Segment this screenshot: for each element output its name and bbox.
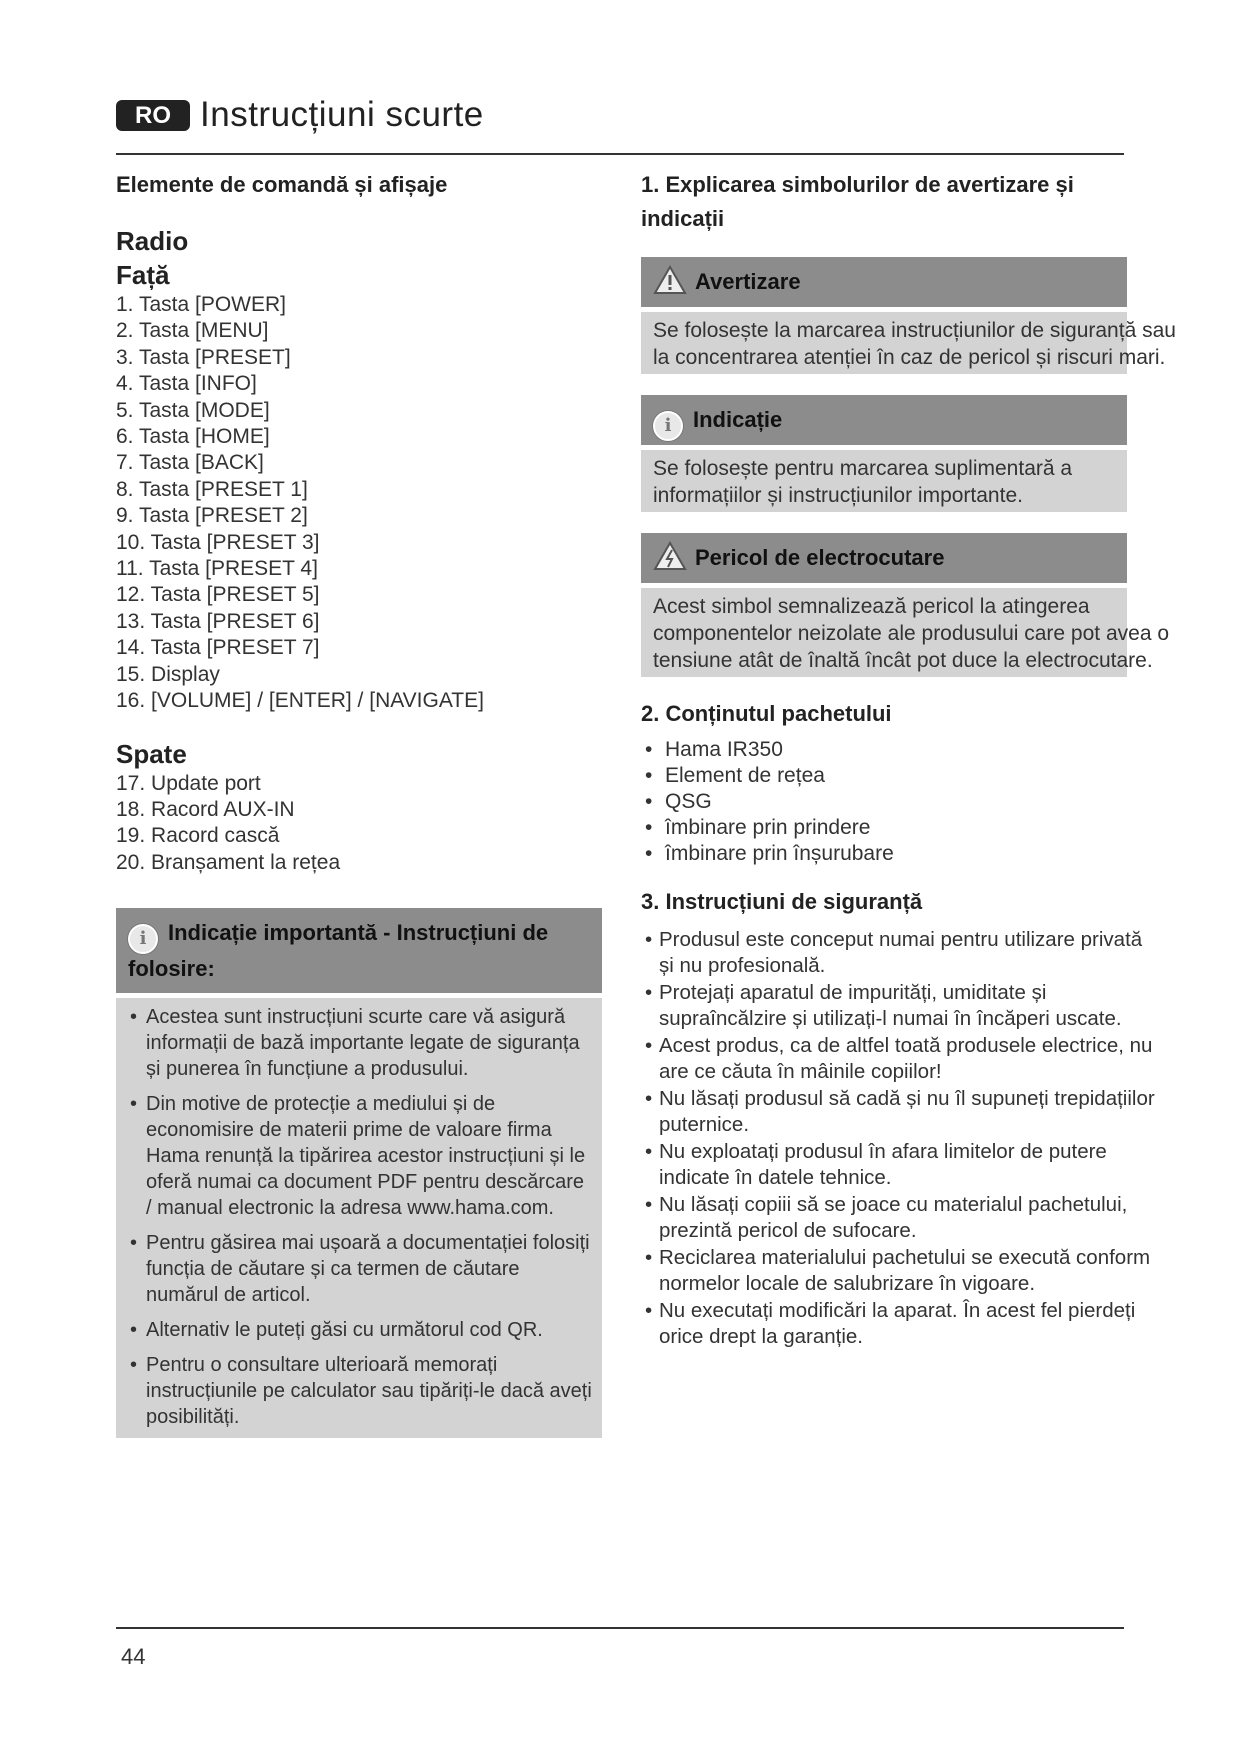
list-item: • Protejați aparatul de impurități, umiditate și supraîncălzire și utilizați-l numai în încăperi uscate. [641,980,1159,1032]
warning-header [641,257,1127,307]
list-item: • Acest produs, ca de altfel toată produsele electrice, nu are ce căuta în mâinile copiilor! [641,1033,1159,1085]
electric-header [641,533,1127,583]
list-item: • îmbinare prin prindere [641,815,1161,841]
warning-title: Avertizare [695,269,801,294]
header-divider [116,153,1124,155]
important-note-title: Indicație importantă - Instrucțiuni de folosire: [128,920,549,982]
list-item: • Nu executați modificări la aparat. În acest fel pierdeți orice drept la garanție. [641,1298,1159,1350]
electric-line: Acest simbol semnalizează pericol la atingerea [653,595,1090,618]
electric-shock-icon [653,541,687,571]
right-column [641,168,1176,1351]
important-note-box [116,908,602,1438]
back-heading: Spate [116,738,187,769]
controls-section-title: Elemente de comandă și afișaje [116,172,448,197]
package-section-title: 2. Conținutul pachetului [641,701,892,726]
list-item: 14. Tasta [PRESET 7] [116,636,320,660]
list-item: 6. Tasta [HOME] [116,425,270,449]
list-item: • Pentru găsirea mai ușoară a documentației folosiți funcția de căutare și ca termen de căutare numărul de articol. [130,1230,594,1308]
list-item: • Din motive de protecție a mediului și de economisire de materii prime de valoare firma Hama renunță la tipărirea acestor instrucțiuni și le oferă numai ca document PDF pentru descărcare / manual electronic la adresa www.hama.com. [130,1091,594,1221]
note-header [641,395,1127,445]
info-icon: i [128,924,158,954]
list-item: • QSG [641,789,1161,815]
list-item: 2. Tasta [MENU] [116,319,269,343]
safety-section-title: 3. Instrucțiuni de siguranță [641,889,923,914]
front-heading: Față [116,260,170,290]
page-title: Instrucțiuni scurte [200,95,484,134]
footer-divider [116,1627,1124,1629]
list-item: 15. Display [116,662,220,686]
note-line: informațiilor și instrucțiunilor importante. [653,484,1023,507]
list-item: • Alternativ le puteți găsi cu următorul cod QR. [130,1317,594,1343]
electric-body [641,588,1170,677]
warning-line: Se folosește la marcarea instrucțiunilor de siguranță sau [653,319,1176,342]
list-item: • Pentru o consultare ulterioară memorați instrucțiunile pe calculator sau tipăriți-le dacă aveți posibilități. [130,1352,594,1430]
note-body [641,450,1127,512]
warning-line: la concentrarea atenției în caz de pericol și riscuri mari. [653,346,1166,369]
list-item: • Nu lăsați produsul să cadă și nu îl supuneți trepidațiilor puternice. [641,1086,1159,1138]
list-item: • Nu exploatați produsul în afara limitelor de putere indicate în datele tehnice. [641,1139,1159,1191]
list-item: 5. Tasta [MODE] [116,398,270,422]
list-item: 4. Tasta [INFO] [116,372,257,396]
front-controls-list [116,292,626,715]
list-item: • Produsul este conceput numai pentru utilizare privată și nu profesională. [641,927,1159,979]
list-item: • Element de rețea [641,763,1161,789]
list-item: • Hama IR350 [641,737,1161,763]
important-note-body [116,998,602,1438]
list-item: 1. Tasta [POWER] [116,293,286,316]
note-title: Indicație [693,407,783,432]
list-item: 16. [VOLUME] / [ENTER] / [NAVIGATE] [116,689,484,713]
language-badge: RO [116,100,190,131]
warning-body [641,312,1176,374]
radio-heading: Radio [116,226,189,256]
list-item: 10. Tasta [PRESET 3] [116,530,320,554]
info-icon: i [653,411,683,441]
electric-title: Pericol de electrocutare [695,545,945,570]
list-item: 17. Update port [116,771,261,795]
important-note-header [116,908,602,993]
list-item: • Nu lăsați copiii să se joace cu materialul pachetului, prezintă pericol de sufocare. [641,1192,1159,1244]
package-list [641,737,1161,867]
electric-line: tensiune atât de înaltă încât pot duce la electrocutare. [653,649,1153,672]
list-item: 11. Tasta [PRESET 4] [116,557,318,581]
symbols-section-title: 1. Explicarea simbolurilor de avertizare și indicații [641,172,1074,231]
page-number: 44 [121,1644,146,1669]
list-item: 7. Tasta [BACK] [116,451,264,475]
list-item: • Acestea sunt instrucțiuni scurte care vă asigură informații de bază importante legate de siguranța și punerea în funcțiune a produsului. [130,1004,594,1082]
warning-triangle-icon [653,265,687,295]
list-item: 8. Tasta [PRESET 1] [116,477,308,501]
list-item: 12. Tasta [PRESET 5] [116,583,320,607]
list-item: 19. Racord cască [116,824,280,848]
left-column [116,168,626,1438]
list-item: • Reciclarea materialului pachetului se execută conform normelor locale de salubrizare în vigoare. [641,1245,1159,1297]
list-item: 9. Tasta [PRESET 2] [116,504,308,528]
list-item: 20. Branșament la rețea [116,850,341,874]
note-line: Se folosește pentru marcarea suplimentară a [653,457,1073,480]
list-item: 13. Tasta [PRESET 6] [116,609,320,633]
back-controls-list [116,771,626,877]
list-item: 3. Tasta [PRESET] [116,345,291,369]
safety-list [641,927,1161,1350]
electric-line: componentelor neizolate ale produsului care pot avea o [653,622,1170,645]
list-item: 18. Racord AUX-IN [116,797,295,821]
list-item: • îmbinare prin înșurubare [641,841,1161,867]
